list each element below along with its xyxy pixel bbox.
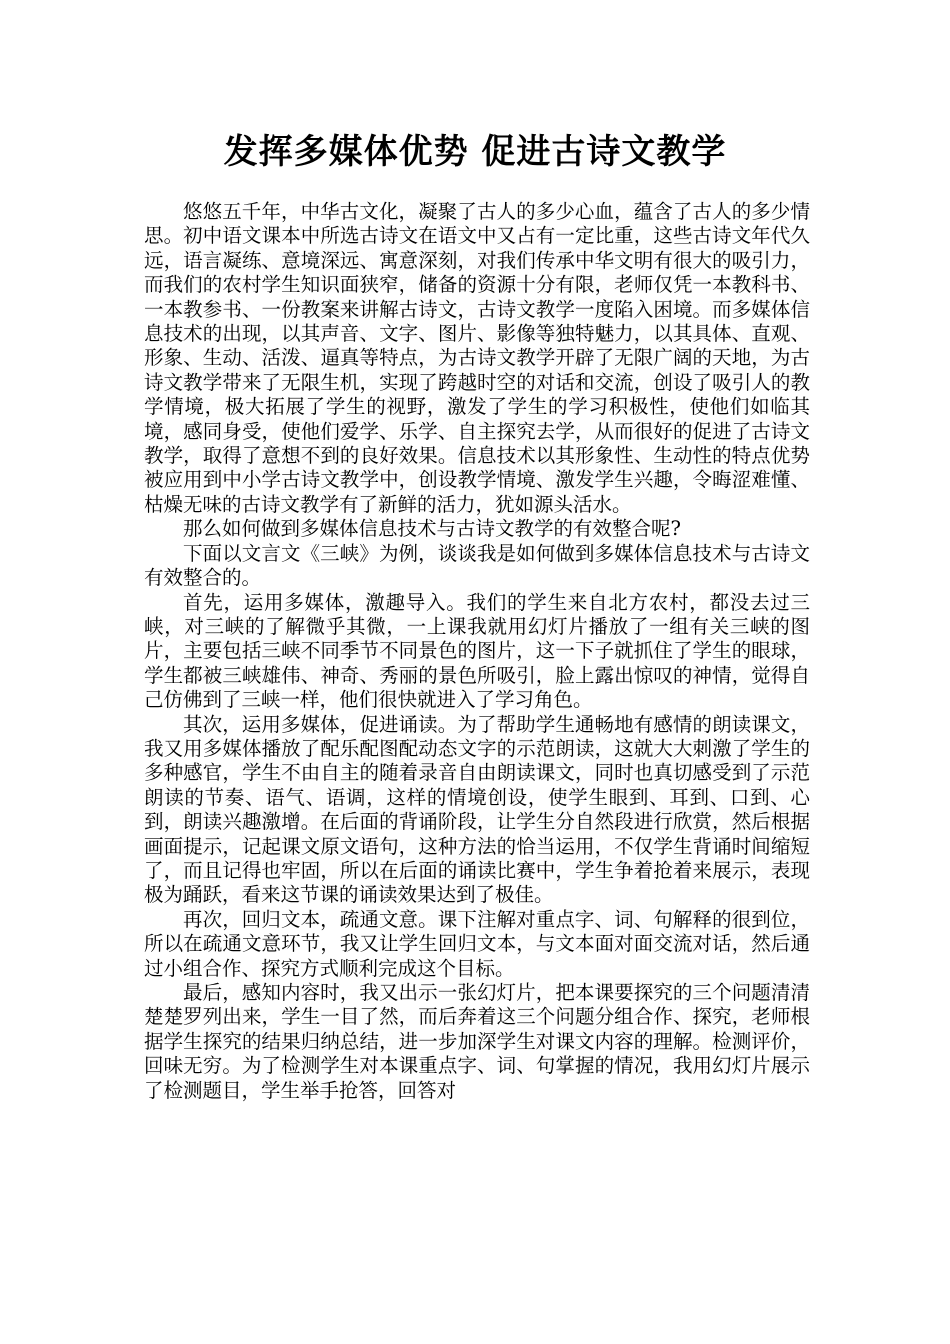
paragraph-first: 首先，运用多媒体，激趣导入。我们的学生来自北方农村，都没去过三峡，对三峡的了解微乎其微，一上课我就用幻灯片播放了一组有关三峡的图片，主要包括三峡不同季节不同景色的图片，这一下子就抓住了学生的眼球，学生都被三峡雄伟、神奇、秀丽的景色所吸引，脸上露出惊叹的神情，觉得自己仿佛到了三峡一样，他们很快就进入了学习角色。	[144, 590, 810, 712]
paragraph-intro: 悠悠五千年，中华古文化，凝聚了古人的多少心血，蕴含了古人的多少情思。初中语文课本中所选古诗文在语文中又占有一定比重，这些古诗文年代久远，语言凝练、意境深远、寓意深刻，对我们传承中华文明有很大的吸引力，而我们的农村学生知识面狭窄，储备的资源十分有限，老师仅凭一本教科书、一本教参书、一份教案来讲解古诗文，古诗文教学一度陷入困境。而多媒体信息技术的出现，以其声音、文字、图片、影像等独特魅力，以其具体、直观、形象、生动、活泼、逼真等特点，为古诗文教学开辟了无限广阔的天地，为古诗文教学带来了无限生机，实现了跨越时空的对话和交流，创设了吸引人的教学情境，极大拓展了学生的视野，激发了学生的学习积极性，使他们如临其境，感同身受，使他们爱学、乐学、自主探究去学，从而很好的促进了古诗文教学，取得了意想不到的良好效果。信息技术以其形象性、生动性的特点优势被应用到中小学古诗文教学中，创设教学情境、激发学生兴趣，令晦涩难懂、枯燥无味的古诗文教学有了新鲜的活力，犹如源头活水。	[144, 200, 810, 516]
paragraph-example: 下面以文言文《三峡》为例，谈谈我是如何做到多媒体信息技术与古诗文有效整合的。	[144, 541, 810, 590]
document-body	[144, 200, 810, 1103]
paragraph-last: 最后，感知内容时，我又出示一张幻灯片，把本课要探究的三个问题清清楚楚罗列出来，学生一目了然，而后奔着这三个问题分组合作、探究，老师根据学生探究的结果归纳总结，进一步加深学生对课文内容的理解。检测评价，回味无穷。为了检测学生对本课重点字、词、句掌握的情况，我用幻灯片展示了检测题目，学生举手抢答，回答对	[144, 981, 810, 1102]
paragraph-question: 那么如何做到多媒体信息技术与古诗文教学的有效整合呢?	[183, 517, 681, 541]
paragraph-third: 再次，回归文本，疏通文意。课下注解对重点字、词、句解释的很到位，所以在疏通文意环节，我又让学生回归文本，与文本面对面交流对话，然后通过小组合作、探究方式顺利完成这个目标。	[144, 907, 810, 980]
document-title: 发挥多媒体优势 促进古诗文教学	[223, 132, 727, 172]
paragraph-second: 其次，运用多媒体，促进诵读。为了帮助学生通畅地有感情的朗读课文，我又用多媒体播放了配乐配图配动态文字的示范朗读，这就大大刺激了学生的多种感官，学生不由自主的随着录音自由朗读课文，同时也真切感受到了示范朗读的节奏、语气、语调，这样的情境创设，使学生眼到、耳到、口到、心到，朗读兴趣激增。在后面的背诵阶段，让学生分自然段进行欣赏，然后根据画面提示，记起课文原文语句，这种方法的恰当运用，不仅学生背诵时间缩短了，而且记得也牢固，所以在后面的诵读比赛中，学生争着抢着来展示，表现极为踊跃，看来这节课的诵读效果达到了极佳。	[144, 712, 810, 907]
